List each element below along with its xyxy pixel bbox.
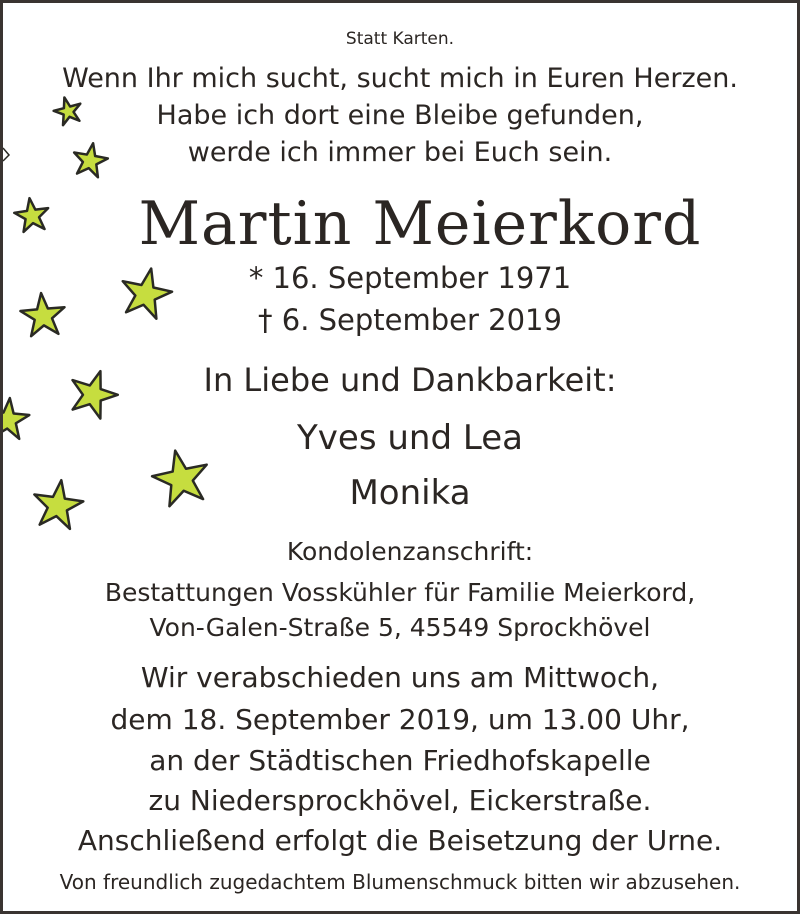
ceremony-line-1: Wir verabschieden uns am Mittwoch, <box>140 661 660 694</box>
deceased-name: Martin Meierkord <box>138 189 702 259</box>
ceremony-line-5: Anschließend erfolgt die Beisetzung der Urne. <box>77 824 723 857</box>
ceremony-line-2: dem 18. September 2019, um 13.00 Uhr, <box>110 703 690 736</box>
motto-line-1: Wenn Ihr mich sucht, sucht mich in Euren Herzen. <box>62 63 738 94</box>
death-date: † 6. September 2019 <box>258 303 562 337</box>
ceremony-line-4: zu Niedersprockhövel, Eickerstraße. <box>148 784 652 817</box>
mourners-line-1: Yves und Lea <box>297 418 523 458</box>
condolence-line-1: Bestattungen Vosskühler für Familie Meierkord, <box>104 578 696 607</box>
condolence-label: Kondolenzanschrift: <box>286 537 534 566</box>
motto-line-3: werde ich immer bei Euch sein. <box>187 137 613 168</box>
ceremony-line-3: an der Städtischen Friedhofskapelle <box>149 744 651 777</box>
footer-note: Von freundlich zugedachtem Blumenschmuck bitten wir abzusehen. <box>59 870 741 894</box>
statt-karten: Statt Karten. <box>345 29 455 49</box>
birth-date: * 16. September 1971 <box>248 261 572 295</box>
condolence-line-2: Von-Galen-Straße 5, 45549 Sprockhövel <box>149 613 651 642</box>
mourners-intro: In Liebe und Dankbarkeit: <box>203 361 617 399</box>
mourners-line-2: Monika <box>349 473 471 513</box>
motto-line-2: Habe ich dort eine Bleibe gefunden, <box>156 100 644 131</box>
